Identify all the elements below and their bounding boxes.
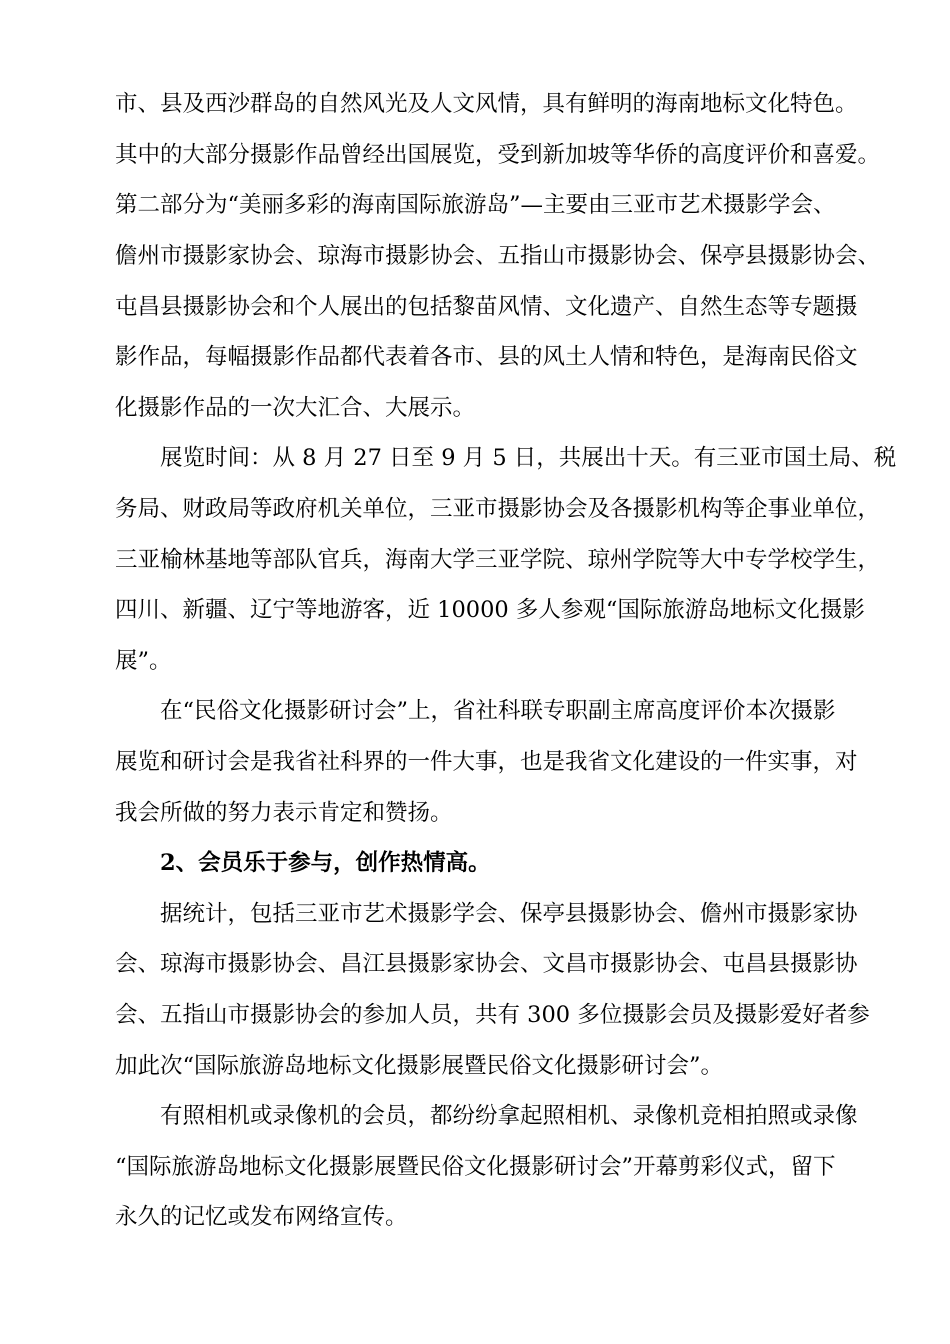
text-line: 有照相机或录像机的会员，都纷纷拿起照相机、录像机竞相拍照或录像 [160, 1103, 858, 1129]
text-line: 屯昌县摄影协会和个人展出的包括黎苗风情、文化遗产、自然生态等专题摄 [115, 294, 858, 320]
text-line: 展览时间：从 8 月 27 日至 9 月 5 日，共展出十天。有三亚市国土局、税 [160, 445, 897, 471]
text-line: 第二部分为“美丽多彩的海南国际旅游岛”—主要由三亚市艺术摄影学会、 [115, 192, 836, 218]
text-line: 会、五指山市摄影协会的参加人员，共有 300 多位摄影会员及摄影爱好者参 [115, 1002, 870, 1028]
text-line: 展”。 [115, 648, 172, 674]
text-line: 四川、新疆、辽宁等地游客，近 10000 多人参观“国际旅游岛地标文化摄影 [115, 597, 865, 623]
text-line: 市、县及西沙群岛的自然风光及人文风情，具有鲜明的海南地标文化特色。 [115, 91, 858, 117]
text-line: 永久的记忆或发布网络宣传。 [115, 1204, 408, 1230]
text-line: 在“民俗文化摄影研讨会”上，省社科联专职副主席高度评价本次摄影 [160, 698, 836, 724]
text-line: 加此次“国际旅游岛地标文化摄影展暨民俗文化摄影研讨会”。 [115, 1053, 724, 1079]
text-line: 儋州市摄影家协会、琼海市摄影协会、五指山市摄影协会、保亭县摄影协会、 [115, 243, 881, 269]
text-line: 三亚榆林基地等部队官兵，海南大学三亚学院、琼州学院等大中专学校学生， [115, 547, 881, 573]
section-heading: 2、会员乐于参与，创作热情高。 [160, 850, 491, 876]
text-line: 务局、财政局等政府机关单位，三亚市摄影协会及各摄影机构等企事业单位， [115, 496, 881, 522]
text-line: 影作品，每幅摄影作品都代表着各市、县的风土人情和特色，是海南民俗文 [115, 344, 858, 370]
text-line: 据统计，包括三亚市艺术摄影学会、保亭县摄影协会、儋州市摄影家协 [160, 901, 858, 927]
text-line: 化摄影作品的一次大汇合、大展示。 [115, 395, 476, 421]
text-line: “国际旅游岛地标文化摄影展暨民俗文化摄影研讨会”开幕剪彩仪式，留下 [115, 1154, 836, 1180]
text-line: 会、琼海市摄影协会、昌江县摄影家协会、文昌市摄影协会、屯昌县摄影协 [115, 951, 858, 977]
text-line: 我会所做的努力表示肯定和赞扬。 [115, 800, 453, 826]
text-line: 其中的大部分摄影作品曾经出国展览，受到新加坡等华侨的高度评价和喜爱。 [115, 142, 881, 168]
text-line: 展览和研讨会是我省社科界的一件大事，也是我省文化建设的一件实事，对 [115, 749, 858, 775]
